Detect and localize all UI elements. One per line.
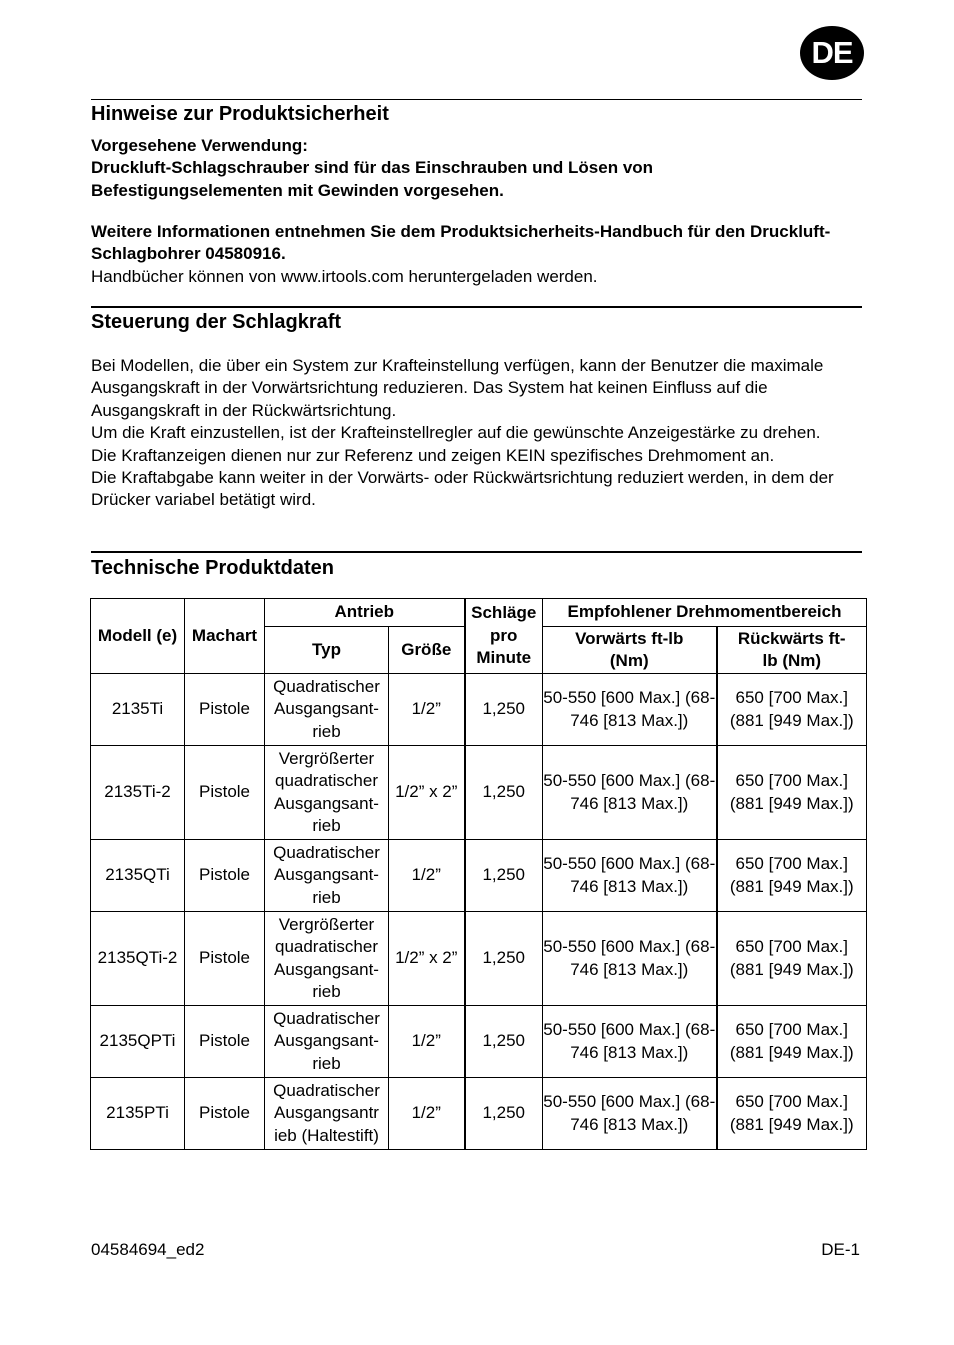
table-header-row xyxy=(91,599,867,627)
cell-drive-type: Quadratischer Ausgangsant-rieb xyxy=(265,1006,389,1078)
section-divider xyxy=(91,306,862,308)
more-info-block xyxy=(91,221,866,288)
cell-reverse: 650 [700 Max.] (881 [949 Max.]) xyxy=(717,674,867,746)
header-reverse: Rückwärts ft-lb (Nm) xyxy=(717,627,867,674)
cell-bpm: 1,250 xyxy=(465,1006,543,1078)
cell-model: 2135QPTi xyxy=(91,1006,185,1078)
cell-size: 1/2” xyxy=(389,674,465,746)
safety-text-block xyxy=(91,135,866,202)
cell-forward: 50-550 [600 Max.] (68-746 [813 Max.]) xyxy=(543,674,717,746)
impact-paragraph: Die Kraftanzeigen dienen nur zur Referenz und zeigen KEIN spezifisches Drehmoment an. xyxy=(91,445,775,465)
cell-reverse: 650 [700 Max.] (881 [949 Max.]) xyxy=(717,746,867,840)
cell-model: 2135QTi xyxy=(91,840,185,912)
header-torque: Empfohlener Drehmomentbereich xyxy=(543,599,867,627)
header-forward: Vorwärts ft-lb (Nm) xyxy=(543,627,717,674)
cell-size: 1/2” xyxy=(389,1078,465,1150)
cell-reverse: 650 [700 Max.] (881 [949 Max.]) xyxy=(717,912,867,1006)
cell-model: 2135Ti xyxy=(91,674,185,746)
cell-forward: 50-550 [600 Max.] (68-746 [813 Max.]) xyxy=(543,1006,717,1078)
table-row xyxy=(91,746,867,840)
header-drive-type: Typ xyxy=(265,627,389,674)
table-row xyxy=(91,912,867,1006)
more-info-text: Weitere Informationen entnehmen Sie dem Produktsicherheits-Handbuch für den Druckluft-Schlagbohrer 04580916. xyxy=(91,222,831,264)
cell-reverse: 650 [700 Max.] (881 [949 Max.]) xyxy=(717,1006,867,1078)
page-number: DE-1 xyxy=(821,1240,860,1259)
language-badge: DE xyxy=(800,26,864,80)
header-bpm: Schläge pro Minute xyxy=(465,599,543,674)
impact-paragraph: Bei Modellen, die über ein System zur Krafteinstellung verfügen, kann der Benutzer die maximale Ausgangskraft in der Vorwärtsrichtung reduzieren. Das System hat keinen Einfluss auf die Ausgangskraft in der Rückwärtsrichtung. xyxy=(91,356,824,420)
intended-use-text: Druckluft-Schlagschrauber sind für das Einschrauben und Lösen von Befestigungselementen mit Gewinden vorgesehen. xyxy=(91,158,654,200)
cell-type: Pistole xyxy=(185,912,265,1006)
cell-type: Pistole xyxy=(185,746,265,840)
cell-model: 2135Ti-2 xyxy=(91,746,185,840)
header-drive: Antrieb xyxy=(265,599,465,627)
section-title-specs: Technische Produktdaten xyxy=(91,557,335,579)
cell-size: 1/2” x 2” xyxy=(389,912,465,1006)
header-model: Modell (e) xyxy=(91,599,185,674)
cell-bpm: 1,250 xyxy=(465,746,543,840)
header-drive-size: Größe xyxy=(389,627,465,674)
table-row xyxy=(91,1078,867,1150)
cell-reverse: 650 [700 Max.] (881 [949 Max.]) xyxy=(717,1078,867,1150)
cell-type: Pistole xyxy=(185,674,265,746)
cell-model: 2135PTi xyxy=(91,1078,185,1150)
cell-type: Pistole xyxy=(185,840,265,912)
impact-paragraph: Die Kraftabgabe kann weiter in der Vorwärts- oder Rückwärtsrichtung reduziert werden, in dem der Drücker variabel betätigt wird. xyxy=(91,468,834,510)
cell-forward: 50-550 [600 Max.] (68-746 [813 Max.]) xyxy=(543,1078,717,1150)
cell-drive-type: Vergrößerter quadratischer Ausgangsant-rieb xyxy=(265,746,389,840)
section-title-safety: Hinweise zur Produktsicherheit xyxy=(91,103,389,125)
spec-table xyxy=(90,598,867,1150)
cell-bpm: 1,250 xyxy=(465,1078,543,1150)
impact-paragraph: Um die Kraft einzustellen, ist der Krafteinstellregler auf die gewünschte Anzeigestärke zu drehen. xyxy=(91,423,821,443)
cell-forward: 50-550 [600 Max.] (68-746 [813 Max.]) xyxy=(543,840,717,912)
cell-reverse: 650 [700 Max.] (881 [949 Max.]) xyxy=(717,840,867,912)
cell-size: 1/2” xyxy=(389,1006,465,1078)
section-divider xyxy=(91,551,862,553)
cell-type: Pistole xyxy=(185,1006,265,1078)
section-divider xyxy=(91,99,862,100)
cell-size: 1/2” x 2” xyxy=(389,746,465,840)
cell-type: Pistole xyxy=(185,1078,265,1150)
intended-use-label: Vorgesehene Verwendung: xyxy=(91,136,308,155)
cell-bpm: 1,250 xyxy=(465,912,543,1006)
cell-model: 2135QTi-2 xyxy=(91,912,185,1006)
document-number: 04584694_ed2 xyxy=(91,1240,205,1259)
table-row xyxy=(91,1006,867,1078)
cell-forward: 50-550 [600 Max.] (68-746 [813 Max.]) xyxy=(543,746,717,840)
table-row xyxy=(91,840,867,912)
table-row xyxy=(91,674,867,746)
cell-bpm: 1,250 xyxy=(465,674,543,746)
cell-drive-type: Quadratischer Ausgangsant-rieb xyxy=(265,674,389,746)
cell-size: 1/2” xyxy=(389,840,465,912)
cell-bpm: 1,250 xyxy=(465,840,543,912)
cell-forward: 50-550 [600 Max.] (68-746 [813 Max.]) xyxy=(543,912,717,1006)
header-type: Machart xyxy=(185,599,265,674)
impact-text-block xyxy=(91,355,866,512)
section-title-impact: Steuerung der Schlagkraft xyxy=(91,311,342,333)
cell-drive-type: Quadratischer Ausgangsant-rieb xyxy=(265,840,389,912)
cell-drive-type: Quadratischer Ausgangsantr ieb (Haltestift) xyxy=(265,1078,389,1150)
download-text: Handbücher können von www.irtools.com heruntergeladen werden. xyxy=(91,266,598,286)
cell-drive-type: Vergrößerter quadratischer Ausgangsant-rieb xyxy=(265,912,389,1006)
